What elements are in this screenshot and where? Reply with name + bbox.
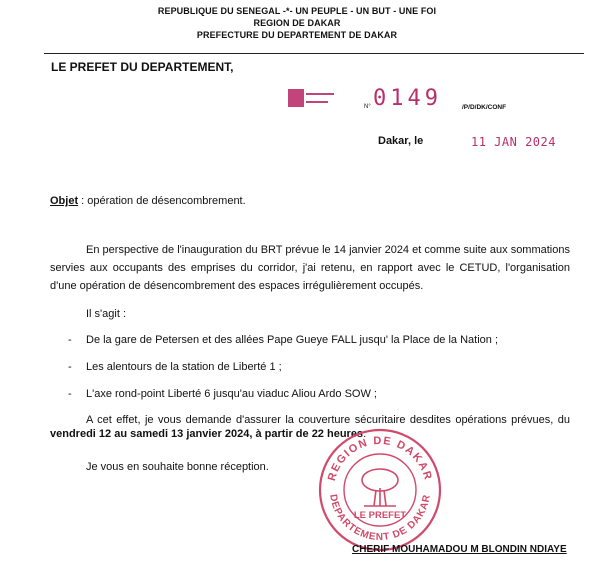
list-intro: Il s'agit : xyxy=(86,308,127,320)
reference-suffix: /P/D/DK/CONF xyxy=(462,104,507,111)
paragraph-intro: En perspective de l'inauguration du BRT prévue le 14 janvier 2024 et comme suite aux sommations servies aux occupants des emprises du corridor, j'ai retenu, en rapport avec le CETUD, l'organisation d'une opération de désencombrement des espaces irrégulièrement occupés. xyxy=(50,244,570,292)
header-region: REGION DE DAKAR xyxy=(253,18,341,28)
list-item: - De la gare de Petersen et des allées Pape Gueye FALL jusqu' la Place de la Nation ; xyxy=(68,334,499,346)
header-prefecture: PREFECTURE DU DEPARTEMENT DE DAKAR xyxy=(196,30,398,40)
list-item: - L'axe rond-point Liberté 6 jusqu'au viaduc Aliou Ardo SOW ; xyxy=(68,388,377,400)
list-item: - Les alentours de la station de Liberté 1 ; xyxy=(68,361,282,373)
header-republic: REPUBLIQUE DU SENEGAL -*- UN PEUPLE - UN BUT - UNE FOI xyxy=(157,6,437,16)
reference-number: 0149 xyxy=(373,86,442,111)
header-divider xyxy=(44,53,584,54)
baobab-tree-icon xyxy=(362,469,398,506)
objet-label: Objet xyxy=(50,195,79,207)
seal-center-text: LE PREFET xyxy=(353,510,407,521)
official-seal-stamp xyxy=(316,426,444,554)
closing-line: Je vous en souhaite bonne réception. xyxy=(86,461,269,473)
objet-text: : opération de désencombrement. xyxy=(78,195,246,207)
paragraph-request: A cet effet, je vous demande d'assurer la couverture sécuritaire desdites opérations prévues, du vendredi 12 au samedi 13 janvier 2024, à partir de 22 heures. xyxy=(50,414,570,440)
seal-top-text: REGION DE DAKAR xyxy=(325,434,435,483)
date-stamp: 11 JAN 2024 xyxy=(471,135,556,149)
seal-bottom-text: DEPARTEMENT DE DAKAR xyxy=(327,493,433,544)
objet-line xyxy=(50,195,246,207)
reference-stamp-mark xyxy=(288,89,336,109)
prefet-title: LE PREFET DU DEPARTEMENT, xyxy=(51,60,234,74)
svg-text:REGION DE DAKAR xyxy=(326,435,434,482)
signature-name: CHERIF MOUHAMADOU M BLONDIN NDIAYE xyxy=(352,544,567,555)
date-place: Dakar, le xyxy=(378,135,424,147)
reference-prefix: N° xyxy=(364,104,371,110)
